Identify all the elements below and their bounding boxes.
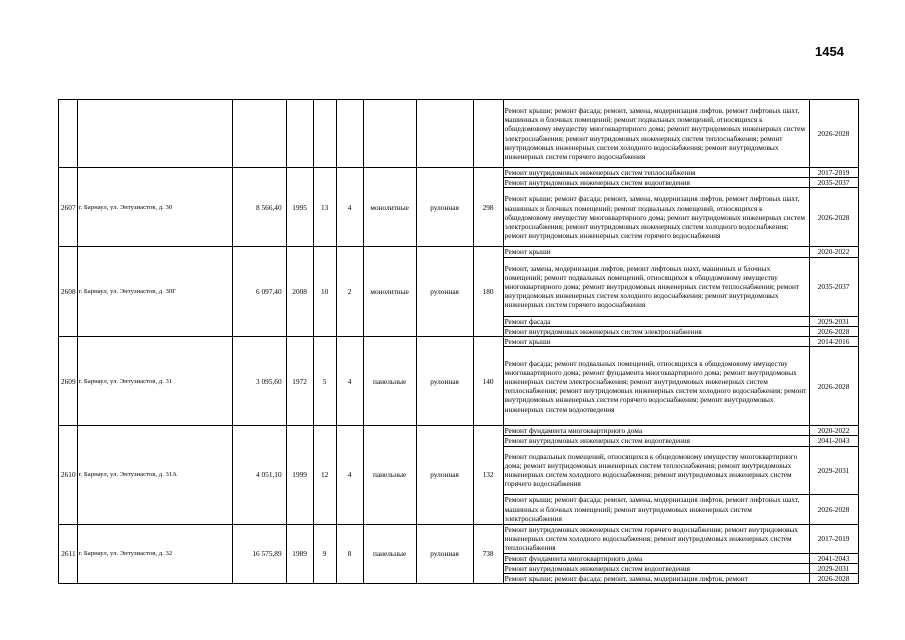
row-number bbox=[59, 100, 78, 168]
row-number: 2609 bbox=[59, 337, 78, 426]
area-cell: 8 566,40 bbox=[232, 168, 286, 247]
walls-material-cell: панельные bbox=[363, 337, 416, 426]
floors-cell: 13 bbox=[313, 168, 336, 247]
entrances-cell: 2 bbox=[336, 247, 363, 337]
period-cell: 2026-2028 bbox=[809, 100, 858, 168]
year-built-cell: 1995 bbox=[286, 168, 313, 247]
entrances-cell: 4 bbox=[336, 168, 363, 247]
work-type-cell: Ремонт внутридомовых инженерных систем теплоснабжения bbox=[503, 168, 809, 178]
work-type-cell: Ремонт внутридомовых инженерных систем водоотведения bbox=[503, 563, 809, 573]
year-built-cell: 1999 bbox=[286, 426, 313, 524]
work-type-cell: Ремонт фасада; ремонт подвальных помещений, относящихся к общедомовому имуществу многоквартирного дома; ремонт фундамента многоквартирного дома; ремонт внутридомовых инженерных систем электроснабжения; ремонт внутридомовых инженерных систем теплоснабжения; ремонт внутридомовых инженерных систем холодного водоснабжения; ремонт внутридомовых инженерных систем горячего водоснабжения; ремонт внутридомовых инженерных систем водоотведения bbox=[503, 347, 809, 426]
area-cell: 4 051,10 bbox=[232, 426, 286, 524]
roof-type-cell: рулонная bbox=[416, 168, 473, 247]
work-type-cell: Ремонт подвальных помещений, относящихся к общедомовому имуществу многоквартирного дома; ремонт внутридомовых инженерных систем теплоснабжения; ремонт внутридомовых инженерных систем холодного водоснабжения; ремонт внутридомовых инженерных систем горячего водоснабжения bbox=[503, 446, 809, 494]
row-number: 2607 bbox=[59, 168, 78, 247]
address-cell: г. Барнаул, ул. Энтузиастов, д. 31А bbox=[77, 426, 232, 524]
work-type-cell: Ремонт фасада bbox=[503, 316, 809, 326]
period-cell: 2026-2028 bbox=[809, 326, 858, 336]
floors-cell: 9 bbox=[313, 524, 336, 584]
work-type-cell: Ремонт крыши; ремонт фасада; ремонт, замена, модернизация лифтов, ремонт лифтовых шахт, машинных и блочных помещений; ремонт подвальных помещений, относящихся к общедомовому имуществу многоквартирного дома; ремонт внутридомовых инженерных систем электроснабжения; ремонт внутридомовых инженерных систем теплоснабжения; ремонт внутридомовых инженерных систем холодного водоснабжения; ремонт внутридомовых инженерных систем горячего водоснабжения bbox=[503, 100, 809, 168]
table-row bbox=[59, 426, 859, 436]
entrances-cell: 4 bbox=[336, 337, 363, 426]
work-type-cell: Ремонт, замена, модернизация лифтов, ремонт лифтовых шахт, машинных и блочных помещений; ремонт подвальных помещений, относящихся к общедомовому имуществу многоквартирного дома; ремонт внутридомовых инженерных систем теплоснабжения; ремонт внутридомовых инженерных систем холодного водоснабжения; ремонт внутридомовых инженерных систем горячего водоснабжения bbox=[503, 257, 809, 316]
entrances-cell: 4 bbox=[336, 426, 363, 524]
floors-cell: 12 bbox=[313, 426, 336, 524]
period-cell: 2014-2016 bbox=[809, 337, 858, 347]
address-cell: г. Барнаул, ул. Энтузиастов, д. 30Г bbox=[77, 247, 232, 337]
period-cell: 2026-2028 bbox=[809, 494, 858, 524]
floors-cell: 10 bbox=[313, 247, 336, 337]
period-cell: 2029-2031 bbox=[809, 446, 858, 494]
table-row bbox=[59, 168, 859, 178]
table-row bbox=[59, 247, 859, 257]
period-cell: 2026-2028 bbox=[809, 188, 858, 247]
capital-repair-table bbox=[58, 99, 859, 584]
residents-cell: 180 bbox=[473, 247, 503, 337]
period-cell: 2020-2022 bbox=[809, 247, 858, 257]
year-built-cell bbox=[286, 100, 313, 168]
year-built-cell: 1972 bbox=[286, 337, 313, 426]
residents-cell: 140 bbox=[473, 337, 503, 426]
work-type-cell: Ремонт крыши; ремонт фасада; ремонт, замена, модернизация лифтов, ремонт лифтовых шахт, машинных и блочных помещений; ремонт внутридомовых инженерных систем электроснабжения bbox=[503, 494, 809, 524]
row-number: 2610 bbox=[59, 426, 78, 524]
walls-material-cell: панельные bbox=[363, 426, 416, 524]
walls-material-cell: монолитные bbox=[363, 247, 416, 337]
entrances-cell: 8 bbox=[336, 524, 363, 584]
table-row bbox=[59, 100, 859, 168]
period-cell: 2035-2037 bbox=[809, 257, 858, 316]
roof-type-cell: рулонная bbox=[416, 247, 473, 337]
address-cell: г. Барнаул, ул. Энтузиастов, д. 31 bbox=[77, 337, 232, 426]
table-row bbox=[59, 337, 859, 347]
period-cell: 2026-2028 bbox=[809, 574, 858, 584]
roof-type-cell: рулонная bbox=[416, 524, 473, 584]
residents-cell: 738 bbox=[473, 524, 503, 584]
period-cell: 2035-2037 bbox=[809, 178, 858, 188]
residents-cell: 298 bbox=[473, 168, 503, 247]
work-type-cell: Ремонт крыши; ремонт фасада; ремонт, замена, модернизация лифтов, ремонт лифтовых шахт, машинных и блочных помещений; ремонт подвальных помещений, относящихся к общедомовому имуществу многоквартирного дома; ремонт внутридомовых инженерных систем электроснабжения; ремонт внутридомовых инженерных систем холодного водоснабжения; ремонт внутридомовых инженерных систем горячего водоснабжения bbox=[503, 188, 809, 247]
area-cell: 6 097,40 bbox=[232, 247, 286, 337]
year-built-cell: 2008 bbox=[286, 247, 313, 337]
area-cell: 3 095,60 bbox=[232, 337, 286, 426]
work-type-cell: Ремонт крыши bbox=[503, 337, 809, 347]
work-type-cell: Ремонт крыши bbox=[503, 247, 809, 257]
address-cell bbox=[77, 100, 232, 168]
address-cell: г. Барнаул, ул. Энтузиастов, д. 30 bbox=[77, 168, 232, 247]
period-cell: 2017-2019 bbox=[809, 168, 858, 178]
work-type-cell: Ремонт внутридомовых инженерных систем водоотведения bbox=[503, 436, 809, 446]
period-cell: 2020-2022 bbox=[809, 426, 858, 436]
area-cell: 16 575,89 bbox=[232, 524, 286, 584]
work-type-cell: Ремонт внутридомовых инженерных систем водоотведения bbox=[503, 178, 809, 188]
roof-type-cell bbox=[416, 100, 473, 168]
period-cell: 2041-2043 bbox=[809, 553, 858, 563]
residents-cell bbox=[473, 100, 503, 168]
table-body bbox=[59, 100, 859, 584]
row-number: 2611 bbox=[59, 524, 78, 584]
address-cell: г. Барнаул, ул. Энтузиастов, д. 32 bbox=[77, 524, 232, 584]
work-type-cell: Ремонт крыши; ремонт фасада; ремонт, замена, модернизация лифтов, ремонт bbox=[503, 574, 809, 584]
page-number: 1454 bbox=[815, 44, 844, 59]
floors-cell: 5 bbox=[313, 337, 336, 426]
period-cell: 2029-2031 bbox=[809, 316, 858, 326]
table-row bbox=[59, 524, 859, 553]
area-cell bbox=[232, 100, 286, 168]
work-type-cell: Ремонт внутридомовых инженерных систем электроснабжения bbox=[503, 326, 809, 336]
roof-type-cell: рулонная bbox=[416, 426, 473, 524]
work-type-cell: Ремонт фундамента многоквартирного дома bbox=[503, 426, 809, 436]
period-cell: 2029-2031 bbox=[809, 563, 858, 573]
period-cell: 2026-2028 bbox=[809, 347, 858, 426]
work-type-cell: Ремонт фундамента многоквартирного дома bbox=[503, 553, 809, 563]
entrances-cell bbox=[336, 100, 363, 168]
period-cell: 2017-2019 bbox=[809, 524, 858, 553]
roof-type-cell: рулонная bbox=[416, 337, 473, 426]
year-built-cell: 1989 bbox=[286, 524, 313, 584]
walls-material-cell bbox=[363, 100, 416, 168]
period-cell: 2041-2043 bbox=[809, 436, 858, 446]
floors-cell bbox=[313, 100, 336, 168]
walls-material-cell: панельные bbox=[363, 524, 416, 584]
residents-cell: 132 bbox=[473, 426, 503, 524]
walls-material-cell: монолитные bbox=[363, 168, 416, 247]
work-type-cell: Ремонт внутридомовых инженерных систем горячего водоснабжения; ремонт внутридомовых инженерных систем холодного водоснабжения; ремонт внутридомовых инженерных систем теплоснабжения bbox=[503, 524, 809, 553]
row-number: 2608 bbox=[59, 247, 78, 337]
